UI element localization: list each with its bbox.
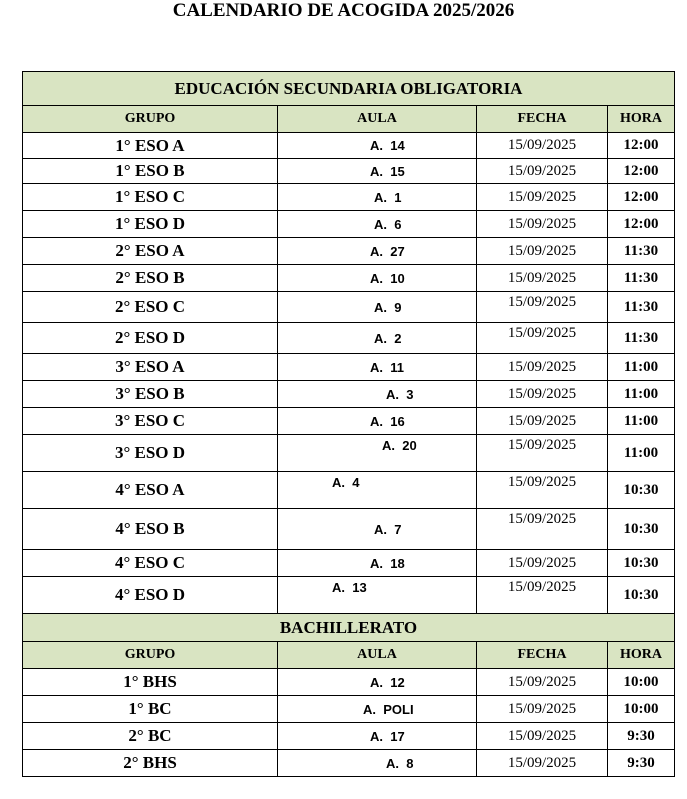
time-cell: 11:00 — [608, 381, 675, 408]
classroom-value: A. POLI — [363, 701, 414, 717]
table-row — [23, 435, 675, 472]
column-header-aula: AULA — [278, 106, 477, 133]
classroom-cell — [278, 184, 477, 211]
table-row — [23, 159, 675, 184]
date-cell: 15/09/2025 — [477, 381, 608, 408]
date-cell: 15/09/2025 — [477, 669, 608, 696]
time-cell: 10:30 — [608, 509, 675, 550]
classroom-value: A. 12 — [370, 674, 405, 690]
group-cell: 1° ESO B — [23, 159, 278, 184]
classroom-cell — [278, 509, 477, 550]
time-cell: 11:00 — [608, 408, 675, 435]
time-cell: 10:00 — [608, 696, 675, 723]
classroom-cell — [278, 550, 477, 577]
column-header-hora: HORA — [608, 106, 675, 133]
group-cell: 2° ESO D — [23, 323, 278, 354]
classroom-value: A. 17 — [370, 728, 405, 744]
date-cell: 15/09/2025 — [477, 435, 608, 472]
time-cell: 11:30 — [608, 292, 675, 323]
table-row — [23, 133, 675, 159]
classroom-value: A. 2 — [374, 330, 402, 346]
table-row — [23, 238, 675, 265]
schedule-table — [22, 71, 675, 777]
classroom-value: A. 9 — [374, 299, 402, 315]
classroom-value: A. 1 — [374, 189, 402, 205]
date-cell: 15/09/2025 — [477, 265, 608, 292]
table-row — [23, 265, 675, 292]
time-cell: 10:30 — [608, 550, 675, 577]
date-cell: 15/09/2025 — [477, 354, 608, 381]
classroom-value: A. 4 — [332, 475, 360, 490]
time-cell: 12:00 — [608, 184, 675, 211]
group-cell: 1° ESO C — [23, 184, 278, 211]
classroom-cell — [278, 381, 477, 408]
group-cell: 4° ESO B — [23, 509, 278, 550]
time-cell: 11:30 — [608, 238, 675, 265]
table-row — [23, 509, 675, 550]
table-row — [23, 381, 675, 408]
date-cell: 15/09/2025 — [477, 696, 608, 723]
classroom-cell — [278, 696, 477, 723]
table-row — [23, 323, 675, 354]
date-cell: 15/09/2025 — [477, 323, 608, 354]
time-cell: 12:00 — [608, 211, 675, 238]
table-row — [23, 669, 675, 696]
column-header-fecha: FECHA — [477, 106, 608, 133]
classroom-value: A. 13 — [332, 580, 367, 595]
classroom-cell — [278, 669, 477, 696]
classroom-cell — [278, 750, 477, 777]
time-cell: 12:00 — [608, 159, 675, 184]
time-cell: 11:30 — [608, 323, 675, 354]
table-row — [23, 211, 675, 238]
column-header-grupo: GRUPO — [23, 106, 278, 133]
column-header-row — [23, 642, 675, 669]
group-cell: 3° ESO B — [23, 381, 278, 408]
table-row — [23, 723, 675, 750]
table-row — [23, 472, 675, 509]
group-cell: 2° ESO A — [23, 238, 278, 265]
classroom-cell — [278, 292, 477, 323]
time-cell: 11:30 — [608, 265, 675, 292]
table-row — [23, 577, 675, 614]
group-cell: 3° ESO C — [23, 408, 278, 435]
classroom-cell — [278, 472, 477, 509]
date-cell: 15/09/2025 — [477, 509, 608, 550]
date-cell: 15/09/2025 — [477, 550, 608, 577]
column-header-aula: AULA — [278, 642, 477, 669]
table-row — [23, 408, 675, 435]
table-row — [23, 750, 675, 777]
group-cell: 2° BC — [23, 723, 278, 750]
classroom-cell — [278, 577, 477, 614]
classroom-cell — [278, 408, 477, 435]
group-cell: 1° BHS — [23, 669, 278, 696]
classroom-value: A. 27 — [370, 243, 405, 259]
group-cell: 2° ESO B — [23, 265, 278, 292]
classroom-cell — [278, 354, 477, 381]
column-header-hora: HORA — [608, 642, 675, 669]
group-cell: 1° ESO A — [23, 133, 278, 159]
section-title-row — [23, 72, 675, 106]
classroom-value: A. 8 — [386, 755, 414, 771]
date-cell: 15/09/2025 — [477, 472, 608, 509]
date-cell: 15/09/2025 — [477, 238, 608, 265]
group-cell: 4° ESO C — [23, 550, 278, 577]
date-cell: 15/09/2025 — [477, 133, 608, 159]
classroom-value: A. 15 — [370, 163, 405, 179]
date-cell: 15/09/2025 — [477, 750, 608, 777]
classroom-cell — [278, 723, 477, 750]
time-cell: 10:30 — [608, 472, 675, 509]
time-cell: 12:00 — [608, 133, 675, 159]
date-cell: 15/09/2025 — [477, 184, 608, 211]
classroom-cell — [278, 435, 477, 472]
classroom-cell — [278, 211, 477, 238]
group-cell: 4° ESO A — [23, 472, 278, 509]
section-title: BACHILLERATO — [23, 614, 675, 642]
group-cell: 2° BHS — [23, 750, 278, 777]
date-cell: 15/09/2025 — [477, 723, 608, 750]
classroom-value: A. 3 — [386, 386, 414, 402]
date-cell: 15/09/2025 — [477, 577, 608, 614]
time-cell: 9:30 — [608, 750, 675, 777]
classroom-value: A. 20 — [382, 438, 417, 453]
classroom-value: A. 7 — [374, 521, 402, 537]
column-header-fecha: FECHA — [477, 642, 608, 669]
group-cell: 1° ESO D — [23, 211, 278, 238]
document-title: CALENDARIO DE ACOGIDA 2025/2026 — [172, 0, 515, 21]
time-cell: 11:00 — [608, 354, 675, 381]
classroom-value: A. 16 — [370, 413, 405, 429]
group-cell: 2° ESO C — [23, 292, 278, 323]
table-row — [23, 184, 675, 211]
classroom-value: A. 11 — [370, 359, 404, 375]
table-row — [23, 696, 675, 723]
group-cell: 4° ESO D — [23, 577, 278, 614]
group-cell: 1° BC — [23, 696, 278, 723]
classroom-value: A. 18 — [370, 555, 405, 571]
classroom-cell — [278, 238, 477, 265]
classroom-value: A. 14 — [370, 138, 405, 153]
group-cell: 3° ESO D — [23, 435, 278, 472]
classroom-cell — [278, 159, 477, 184]
column-header-row — [23, 106, 675, 133]
column-header-grupo: GRUPO — [23, 642, 278, 669]
table-row — [23, 550, 675, 577]
table-row — [23, 292, 675, 323]
section-title: EDUCACIÓN SECUNDARIA OBLIGATORIA — [23, 72, 675, 106]
schedule-table-body — [23, 72, 675, 777]
classroom-cell — [278, 323, 477, 354]
time-cell: 9:30 — [608, 723, 675, 750]
time-cell: 11:00 — [608, 435, 675, 472]
date-cell: 15/09/2025 — [477, 292, 608, 323]
date-cell: 15/09/2025 — [477, 211, 608, 238]
time-cell: 10:30 — [608, 577, 675, 614]
group-cell: 3° ESO A — [23, 354, 278, 381]
date-cell: 15/09/2025 — [477, 159, 608, 184]
classroom-cell — [278, 133, 477, 159]
section-title-row — [23, 614, 675, 642]
classroom-value: A. 10 — [370, 270, 405, 286]
classroom-value: A. 6 — [374, 216, 402, 232]
date-cell: 15/09/2025 — [477, 408, 608, 435]
classroom-cell — [278, 265, 477, 292]
time-cell: 10:00 — [608, 669, 675, 696]
table-row — [23, 354, 675, 381]
